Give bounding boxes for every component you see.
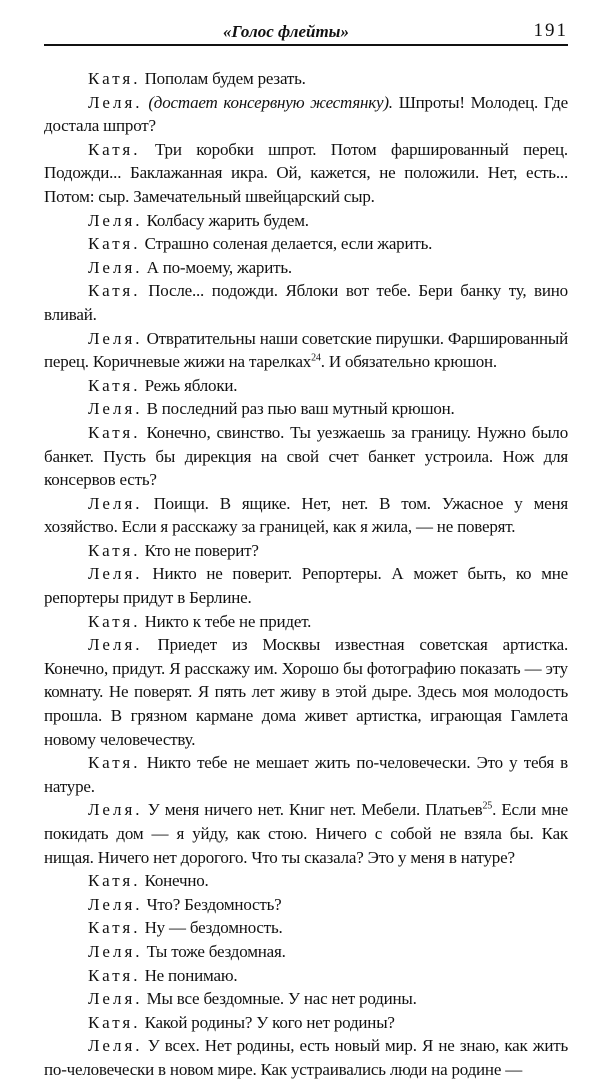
speaker-name: Леля. xyxy=(88,941,143,961)
dialogue-line: Ну — бездомность. xyxy=(144,918,283,938)
dialogue-line: Шпроты! Молодец. Где достала шпрот? xyxy=(44,92,568,136)
dialogue-paragraph xyxy=(44,940,568,964)
speaker-name: Леля. xyxy=(88,564,143,584)
speaker-name: Катя. xyxy=(88,1012,141,1032)
running-header xyxy=(44,18,568,46)
speaker-name: Леля. xyxy=(88,210,143,230)
dialogue-paragraph xyxy=(44,67,568,91)
dialogue-paragraph xyxy=(44,421,568,492)
speaker-name: Леля. xyxy=(88,328,143,348)
dialogue-line: Конечно. xyxy=(144,871,209,891)
dialogue-line: Мы все бездомные. У нас нет родины. xyxy=(146,989,417,1009)
dialogue-paragraph xyxy=(44,91,568,138)
dialogue-line: Пополам будем резать. xyxy=(144,69,306,88)
dialogue-paragraph xyxy=(44,539,568,563)
dialogue-line: Никто не поверит. Репортеры. А может быть, ко мне репортеры придут в Берлине. xyxy=(44,564,568,608)
dialogue-paragraph xyxy=(44,138,568,209)
speaker-name: Катя. xyxy=(88,540,141,560)
dialogue-line: Ты тоже бездомная. xyxy=(146,941,286,961)
speaker-name: Леля. xyxy=(88,257,143,277)
dialogue-line: У всех. Нет родины, есть новый мир. Я не знаю, как жить по-человечески в новом мире. Как устраивались люди на родине — xyxy=(44,1036,568,1079)
dialogue-line: В последний раз пью ваш мутный крюшон. xyxy=(146,399,455,419)
dialogue-paragraph xyxy=(44,374,568,398)
dialogue-line: Поищи. В ящике. Нет, нет. В том. Ужасное у меня хозяйство. Если я расскажу за границей, как я жила, — не поверят. xyxy=(44,493,568,537)
footnote-marker: 25 xyxy=(482,800,493,812)
stage-direction: (достает консервную жестянку). xyxy=(148,92,393,112)
dialogue-paragraph xyxy=(44,256,568,280)
speaker-name: Катя. xyxy=(88,375,141,395)
speaker-name: Катя. xyxy=(88,871,141,891)
speaker-name: Катя. xyxy=(88,918,141,938)
page-number: 191 xyxy=(533,20,568,41)
speaker-name: Катя. xyxy=(88,611,141,631)
dialogue-paragraph xyxy=(44,279,568,326)
dialogue-paragraph xyxy=(44,397,568,421)
dialogue-line: Режь яблоки. xyxy=(144,375,238,395)
speaker-name: Леля. xyxy=(88,399,143,419)
speaker-name: Катя. xyxy=(88,965,141,985)
dialogue-line: Отвратительны наши советские пирушки. Фаршированный перец. Коричневые жижи на тарелках xyxy=(44,328,568,372)
dialogue-paragraph xyxy=(44,610,568,634)
dialogue-paragraph xyxy=(44,232,568,256)
dialogue-paragraph xyxy=(44,916,568,940)
dialogue-line: У меня ничего нет. Книг нет. Мебели. Платьев xyxy=(147,800,483,820)
dialogue-paragraph xyxy=(44,1034,568,1081)
dialogue-paragraph xyxy=(44,798,568,869)
dialogue-line: Не понимаю. xyxy=(144,965,238,985)
speaker-name: Леля. xyxy=(88,800,143,820)
dialogue-paragraph xyxy=(44,492,568,539)
dialogue-line: А по-моему, жарить. xyxy=(146,257,292,277)
dialogue-line: Что? Бездомность? xyxy=(146,894,282,914)
speaker-name: Леля. xyxy=(88,1036,143,1056)
speaker-name: Катя. xyxy=(88,422,141,442)
speaker-name: Катя. xyxy=(88,753,141,773)
speaker-name: Леля. xyxy=(88,493,143,513)
dialogue-line-continued: . Если мне покидать дом — я уйду, как стою. Ничего с собой не взяла бы. Как нищая. Ничего нет дорогого. Что ты сказала? Это у меня в натуре? xyxy=(44,800,568,867)
dialogue-paragraph xyxy=(44,869,568,893)
dialogue-paragraph xyxy=(44,987,568,1011)
dialogue-text xyxy=(44,67,568,1082)
dialogue-line: Приедет из Москвы известная советская артистка. Конечно, придут. Я расскажу им. Хорошо бы фотографию показать — эту комнату. Не поверят. Я пять лет живу в этой дыре. Здесь моя молодость прошла. В грязном кармане дома живет артистка, играющая Гамлета новому человечеству. xyxy=(44,635,568,749)
dialogue-paragraph xyxy=(44,633,568,751)
speaker-name: Катя. xyxy=(88,69,141,88)
dialogue-paragraph xyxy=(44,209,568,233)
speaker-name: Катя. xyxy=(88,281,141,301)
speaker-name: Катя. xyxy=(88,139,141,159)
dialogue-line-continued: . И обязательно крюшон. xyxy=(320,352,497,372)
dialogue-paragraph xyxy=(44,893,568,917)
footnote-marker: 24 xyxy=(311,352,321,364)
speaker-name: Катя. xyxy=(88,234,141,254)
running-title: «Голос флейты» xyxy=(223,22,349,41)
dialogue-line: Никто тебе не мешает жить по-человечески. Это у тебя в натуре. xyxy=(44,753,568,796)
book-page xyxy=(44,18,568,1082)
dialogue-line: Кто не поверит? xyxy=(144,540,259,560)
dialogue-line: Конечно, свинство. Ты уезжаешь за границу. Нужно было банкет. Пусть бы дирекция на свой счет банкет устроила. Нож для консервов есть? xyxy=(44,422,568,490)
speaker-name: Леля. xyxy=(88,635,143,655)
dialogue-line: Три коробки шпрот. Потом фаршированный перец. Подожди... Баклажанная икра. Ой, кажется, не положили. Нет, есть... Потом: сыр. Замечательный швейцарский сыр. xyxy=(44,139,568,206)
dialogue-paragraph xyxy=(44,751,568,798)
dialogue-paragraph xyxy=(44,562,568,609)
dialogue-line: Страшно соленая делается, если жарить. xyxy=(144,234,433,254)
dialogue-paragraph xyxy=(44,1011,568,1035)
speaker-name: Леля. xyxy=(88,894,143,914)
speaker-name: Леля. xyxy=(88,989,143,1009)
dialogue-paragraph xyxy=(44,964,568,988)
dialogue-line: Колбасу жарить будем. xyxy=(146,210,309,230)
dialogue-line: Никто к тебе не придет. xyxy=(144,611,312,631)
dialogue-line: Какой родины? У кого нет родины? xyxy=(144,1012,395,1032)
dialogue-paragraph xyxy=(44,327,568,374)
dialogue-line: После... подожди. Яблоки вот тебе. Бери банку ту, вино вливай. xyxy=(44,281,568,324)
speaker-name: Леля. xyxy=(88,92,143,112)
